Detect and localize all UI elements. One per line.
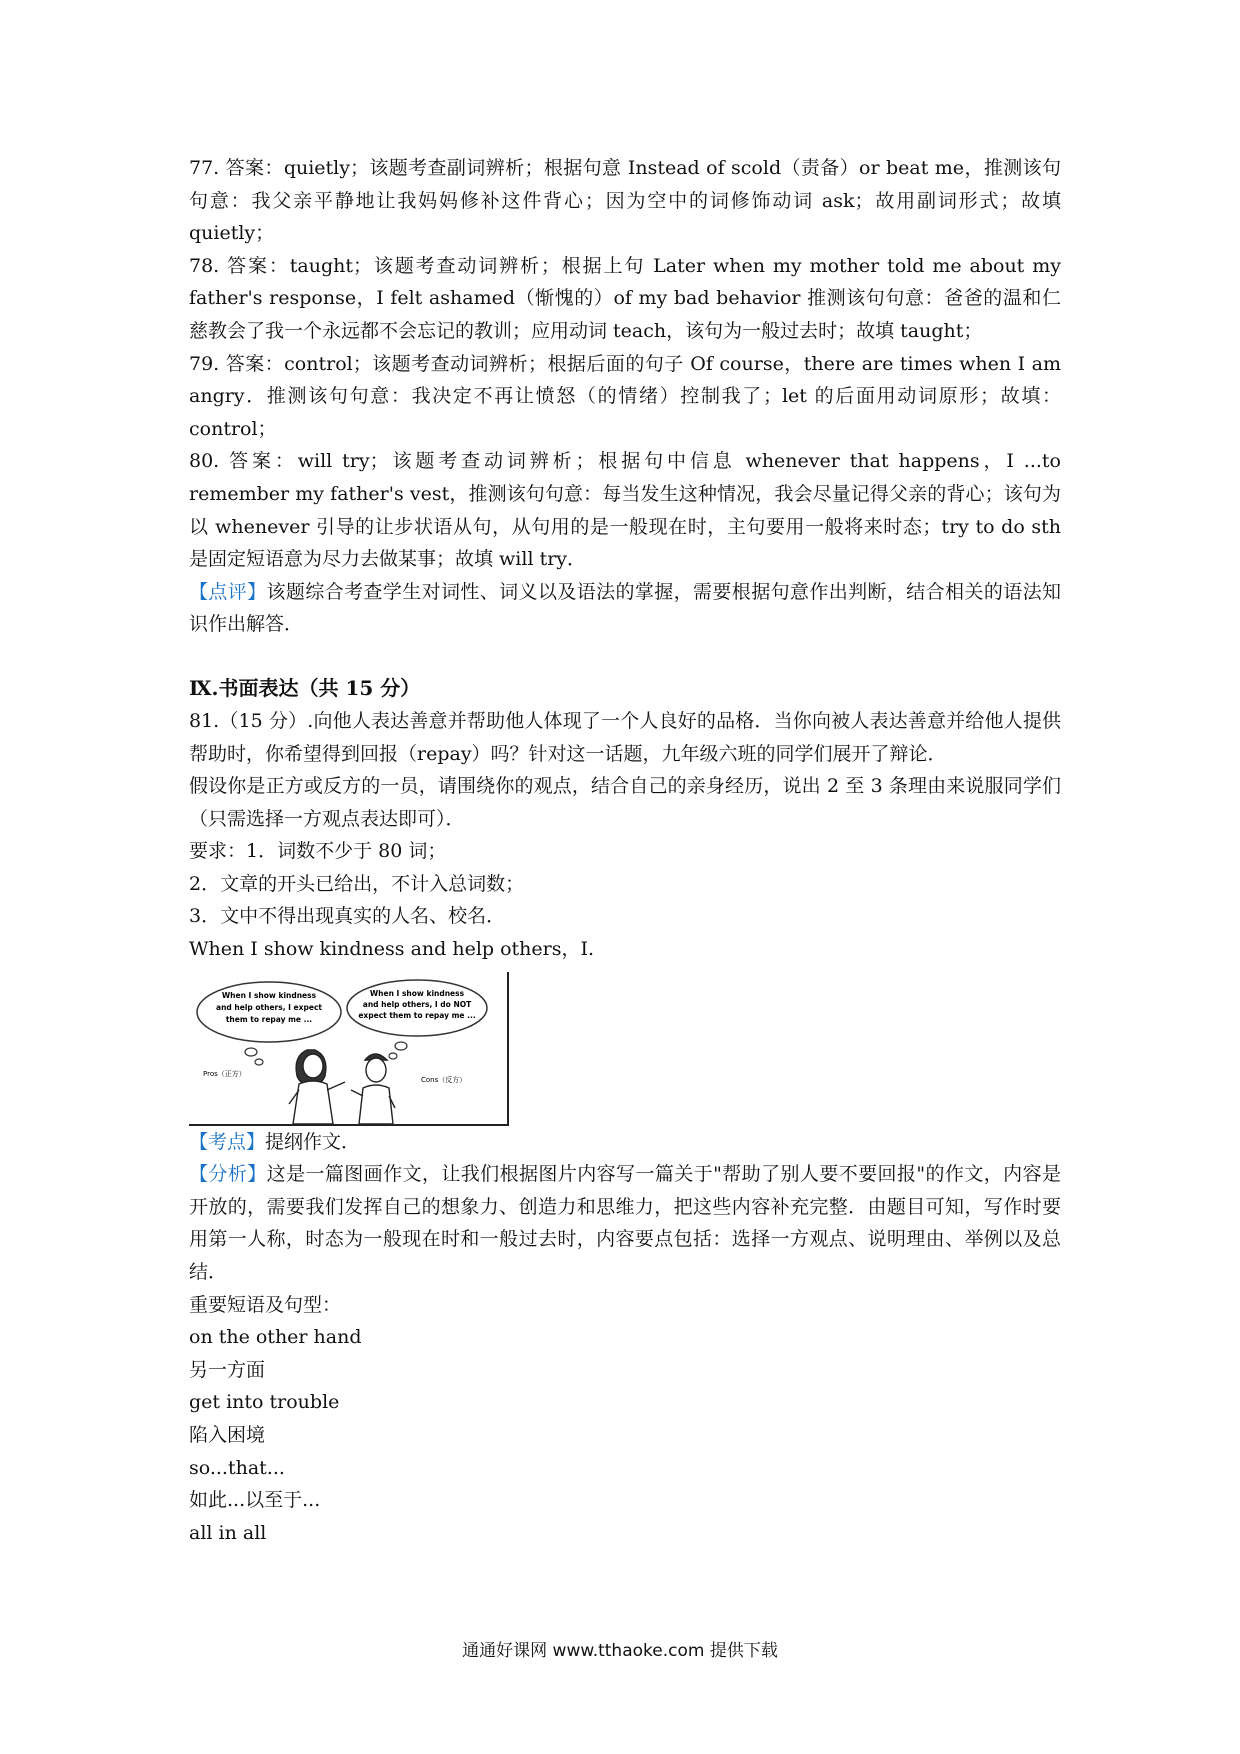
kaodian-tag: 【考点】 xyxy=(189,1130,266,1153)
phrase-line: 陷入困境 xyxy=(189,1424,266,1446)
phrase-line: all in all xyxy=(189,1521,267,1544)
fenxi-tag: 【分析】 xyxy=(189,1163,267,1186)
bubble-left-line-2: and help others, I expect xyxy=(216,1002,322,1012)
phrase-line: get into trouble xyxy=(189,1391,340,1414)
document-body xyxy=(189,152,1061,1549)
review-tag: 【点评】 xyxy=(189,580,267,603)
q81-requirement-3: 3．文中不得出现真实的人名、校名． xyxy=(189,905,506,928)
debate-illustration-svg xyxy=(189,972,507,1124)
kaodian: 【考点】提纲作文． xyxy=(189,1130,361,1153)
bubble-left-line-3: them to repay me ... xyxy=(225,1014,313,1024)
answer-80: 80. 答案：will try；该题考查动词辨析；根据句中信息 whenever that happens，I ...to remember my father's vest，推测该句句意：每当发生这种情况，我会尽量记得父亲的背心；该句为以 whenever 引导的让步状语从句，从句用的是一般现在时，主句要用一般将来时态；try to do sth 是固定短语意为尽力去做某事；故填 will try． xyxy=(189,450,1061,571)
girl-figure xyxy=(289,1050,345,1124)
phrase-line: on the other hand xyxy=(189,1326,362,1349)
phrase-line: 另一方面 xyxy=(189,1358,266,1381)
pros-label: Pros（正方） xyxy=(203,1069,246,1078)
phrases-title: 重要短语及句型： xyxy=(189,1293,342,1316)
section-title: Ⅸ.书面表达（共 15 分） xyxy=(189,675,421,700)
bubble-dot-left-2 xyxy=(255,1059,263,1065)
bubble-dot-right-2 xyxy=(389,1053,397,1059)
bubble-right-line-3: expect them to repay me ... xyxy=(358,1010,476,1020)
phrase-line: 如此...以至于... xyxy=(189,1489,321,1512)
answer-77: 77. 答案：quietly；该题考查副词辨析；根据句意 Instead of scold（责备）or beat me，推测该句句意：我父亲平静地让我妈妈修补这件背心；因为空中的词修饰动词 ask；故用副词形式；故填 quietly； xyxy=(189,157,1061,245)
q81-requirement-1: 要求：1．词数不少于 80 词； xyxy=(189,840,447,863)
q81-task: 假设你是正方或反方的一员，请围绕你的观点，结合自己的亲身经历，说出 2 至 3 条理由来说服同学们（只需选择一方观点表达即可）． xyxy=(189,775,1061,830)
answer-79: 79. 答案：control；该题考查动词辨析；根据后面的句子 Of course，there are times when I am angry．推测该句句意：我决定不再让愤怒（的情绪）控制我了；let 的后面用动词原形；故填：control； xyxy=(189,352,1061,440)
bubble-left-line-1: When I show kindness xyxy=(221,990,317,1000)
bubble-right-line-2: and help others, I do NOT xyxy=(362,999,472,1009)
q81-requirement-2: 2．文章的开头已给出，不计入总词数； xyxy=(189,872,525,895)
boy-figure xyxy=(351,1054,395,1124)
page-footer: 通通好课网 www.tthaoke.com 提供下载 xyxy=(462,1641,778,1661)
answer-78: 78. 答案：taught；该题考查动词辨析；根据上句 Later when my mother told me about my father's response，I felt ashamed（惭愧的）of my bad behavior 推测该句句意：爸爸的温和仁慈教会了我一个永远都不会忘记的教训；应用动词 teach，该句为一般过去时；故填 taught； xyxy=(189,254,1061,342)
phrase-line: so...that... xyxy=(189,1456,285,1479)
cons-label: Cons（反方） xyxy=(421,1075,467,1084)
q81-intro: 81.（15 分）.向他人表达善意并帮助他人体现了一个人良好的品格．当你向被人表达善意并给他人提供帮助时，你希望得到回报（repay）吗？针对这一话题，九年级六班的同学们展开了辩论． xyxy=(189,709,1061,765)
debate-illustration xyxy=(189,972,509,1126)
bubble-dot-left-1 xyxy=(245,1048,257,1056)
fenxi: 【分析】这是一篇图画作文，让我们根据图片内容写一篇关于"帮助了别人要不要回报"的作文，内容是开放的，需要我们发挥自己的想象力、创造力和思维力，把这些内容补充完整．由题目可知，写作时要用第一人称，时态为一般现在时和一般过去时，内容要点包括：选择一方观点、说明理由、举例以及总结． xyxy=(189,1163,1061,1284)
bubble-dot-right-1 xyxy=(395,1042,407,1050)
review-comment: 【点评】该题综合考查学生对词性、词义以及语法的掌握，需要根据句意作出判断，结合相关的语法知识作出解答． xyxy=(189,580,1061,636)
q81-start-sentence: When I show kindness and help others，I. xyxy=(189,938,595,961)
bubble-right-line-1: When I show kindness xyxy=(369,988,465,998)
